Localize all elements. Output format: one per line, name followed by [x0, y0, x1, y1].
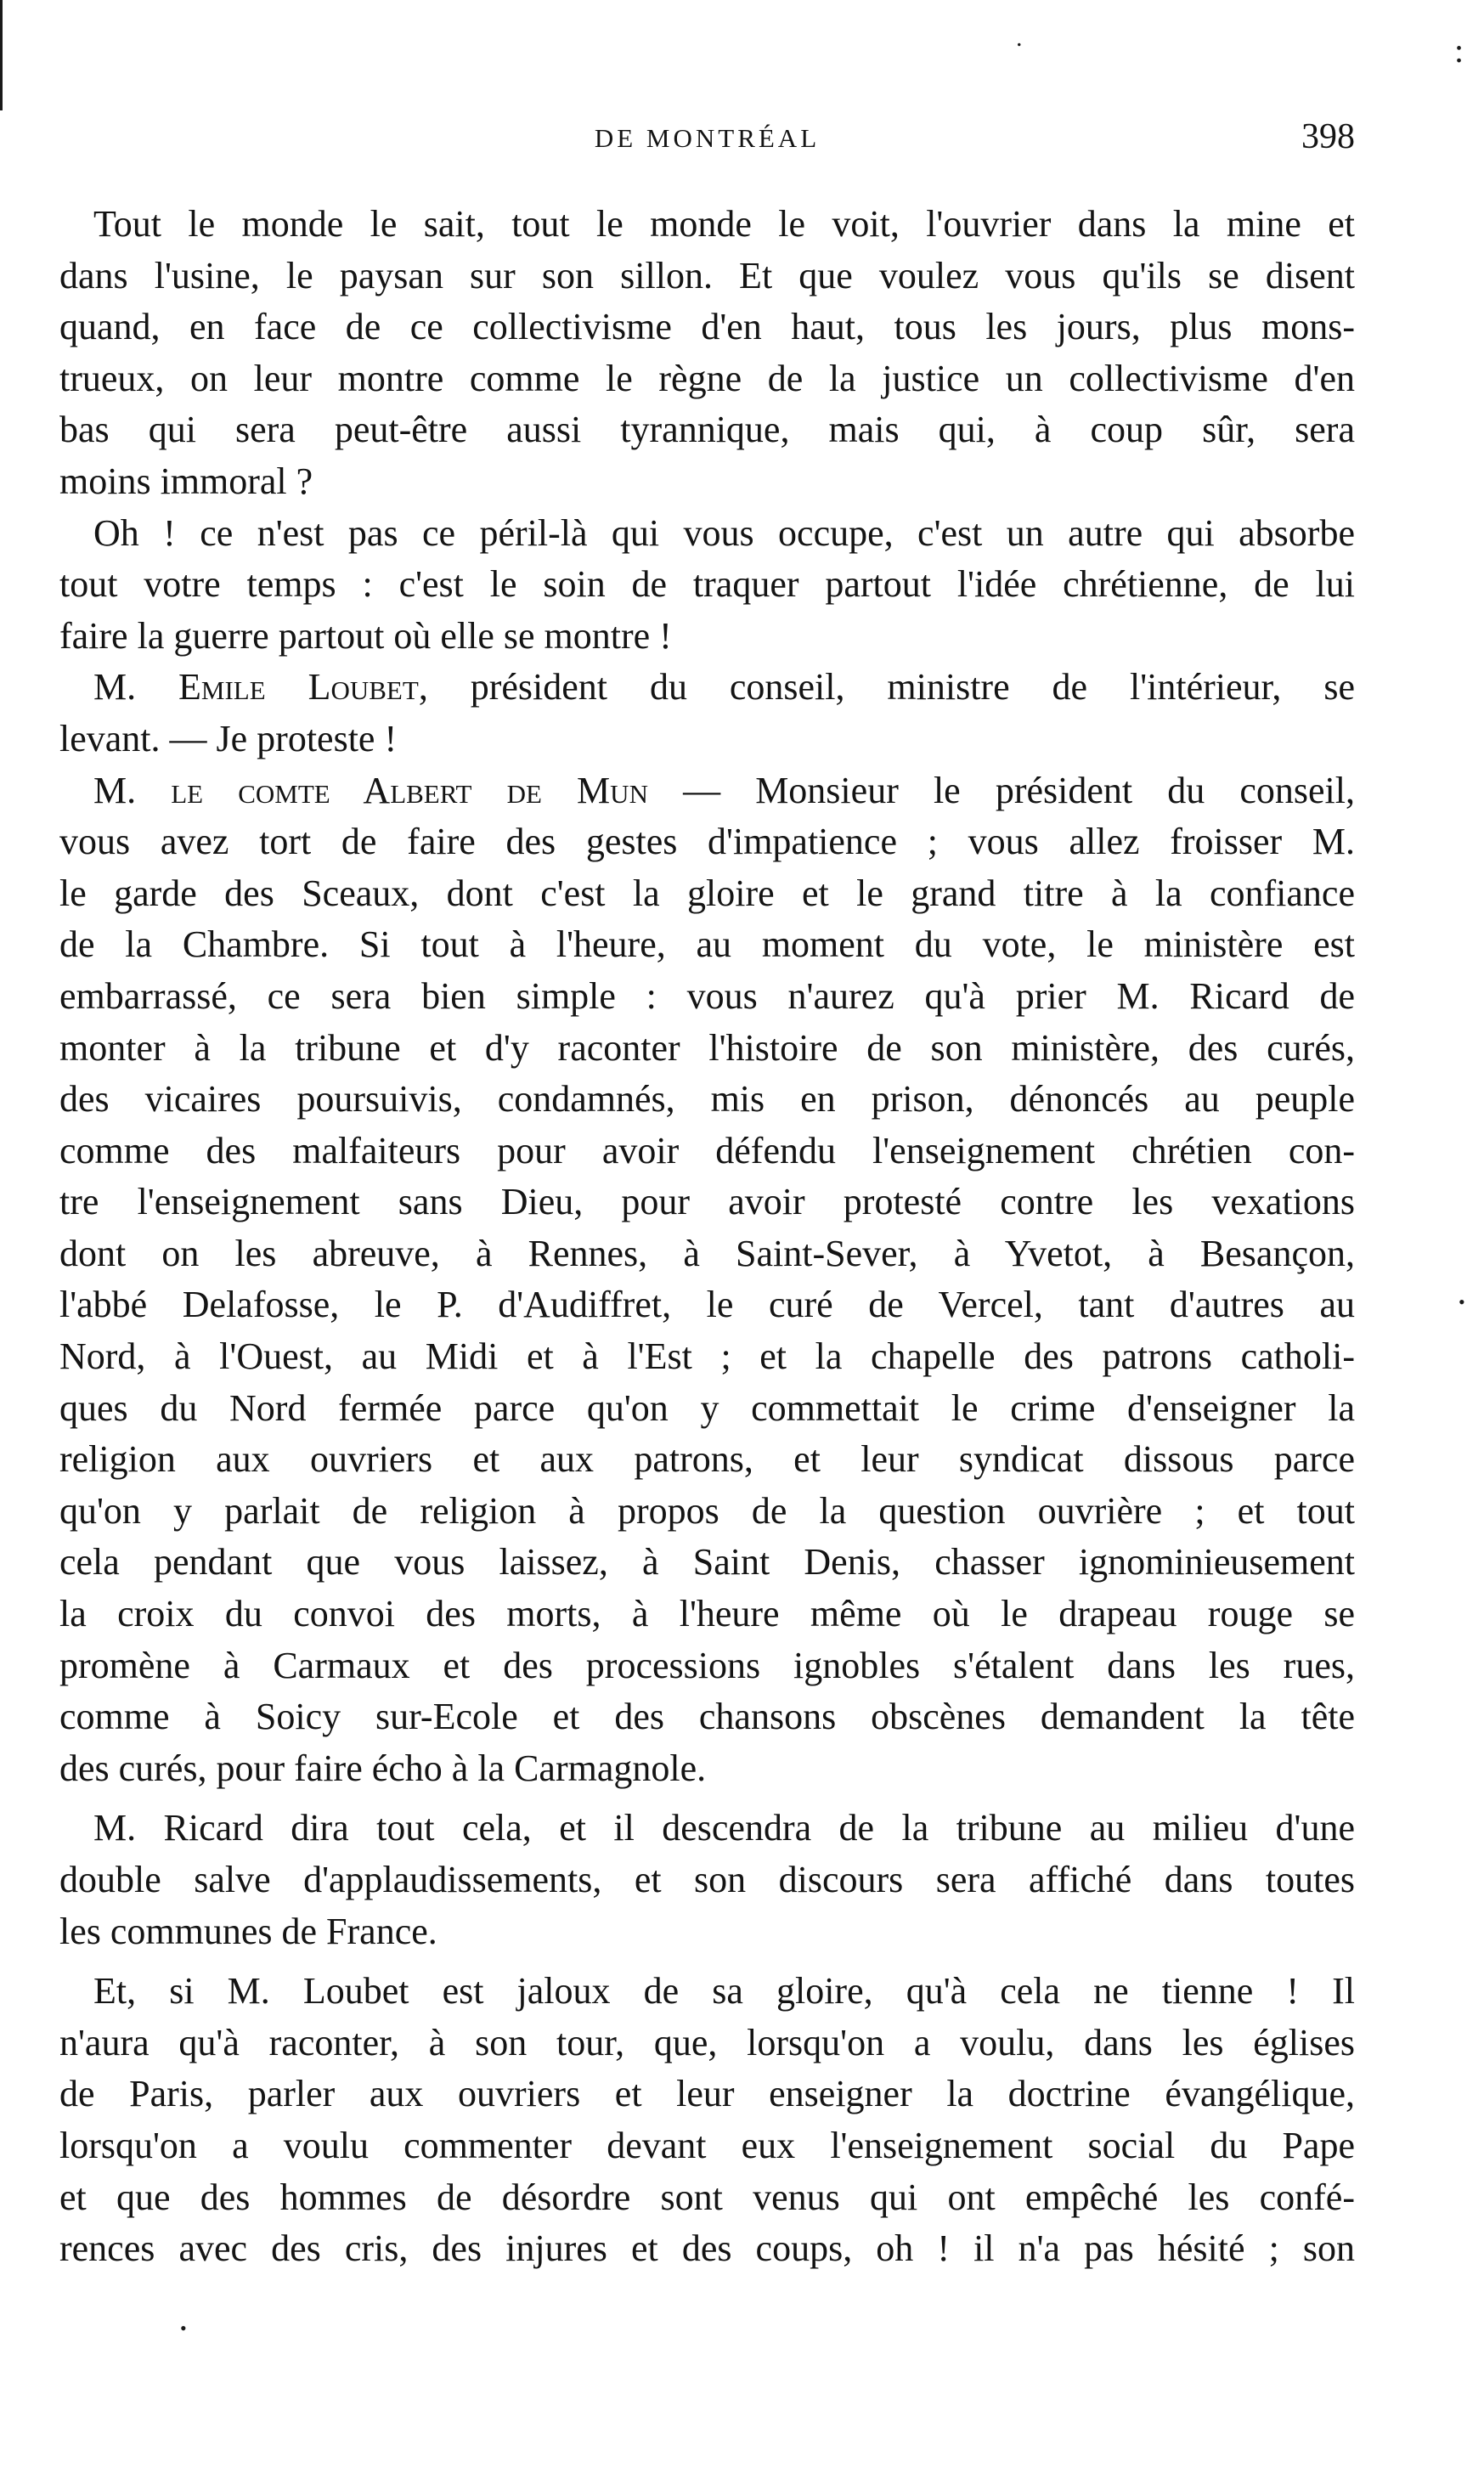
text-line: Nord, à l'Ouest, au Midi et à l'Est ; et la chapelle des patrons catholi- [59, 1335, 1355, 1378]
text-line: comme à Soicy sur-Ecole et des chansons obscènes demandent la tête [59, 1696, 1355, 1738]
text-line: Et, si M. Loubet est jaloux de sa gloire, qu'à cela ne tienne ! Il [93, 1970, 1355, 2013]
page-header [59, 117, 1355, 174]
text-line: la croix du convoi des morts, à l'heure même où le drapeau rouge se [59, 1593, 1355, 1635]
speaker-name: M. le comte Albert de Mun [93, 769, 648, 811]
margin-mark-bottom: • [180, 2317, 187, 2339]
speech-line [59, 662, 1355, 714]
text-fragment: — Monsieur le président du conseil, [647, 769, 1355, 811]
text-line: M. Ricard dira tout cela, et il descendra de la tribune au milieu d'une [93, 1807, 1355, 1849]
text-line: de Paris, parler aux ouvriers et leur enseigner la doctrine évangélique, [59, 2073, 1355, 2115]
text-line: monter à la tribune et d'y raconter l'histoire de son ministère, des curés, [59, 1026, 1355, 1069]
text-line: les communes de France. [59, 1910, 437, 1952]
text-line: moins immoral ? [59, 460, 313, 502]
text-line: dans l'usine, le paysan sur son sillon. Et que voulez vous qu'ils se disent [59, 254, 1355, 296]
text-line: religion aux ouvriers et aux patrons, et leur syndicat dissous parce [59, 1438, 1355, 1481]
text-line: cela pendant que vous laissez, à Saint Denis, chasser ignominieusement [59, 1541, 1355, 1584]
text-line: faire la guerre partout où elle se montre ! [59, 614, 672, 657]
text-line: dont on les abreuve, à Rennes, à Saint-Sever, à Yvetot, à Besançon, [59, 1232, 1355, 1274]
text-line: tout votre temps : c'est le soin de traquer partout l'idée chrétienne, de lui [59, 563, 1355, 606]
running-title: DE MONTRÉAL [594, 123, 821, 153]
left-edge-rule [0, 0, 3, 110]
text-line: l'abbé Delafosse, le P. d'Audiffret, le curé de Vercel, tant d'autres au [59, 1284, 1355, 1326]
text-line: levant. — Je proteste ! [59, 717, 398, 759]
text-line: bas qui sera peut-être aussi tyrannique, mais qui, à coup sûr, sera [59, 409, 1355, 451]
text-line: qu'on y parlait de religion à propos de la question ouvrière ; et tout [59, 1489, 1355, 1532]
body-text [59, 199, 1355, 2275]
text-line: rences avec des cris, des injures et des coups, oh ! il n'a pas hésité ; son [59, 2227, 1355, 2270]
speaker-name: M. Emile Loubet [93, 666, 419, 708]
text-line: vous avez tort de faire des gestes d'impatience ; vous allez froisser M. [59, 821, 1355, 863]
text-line: ques du Nord fermée parce qu'on y commettait le crime d'enseigner la [59, 1386, 1355, 1429]
text-line: des vicaires poursuivis, condamnés, mis en prison, dénoncés au peuple [59, 1078, 1355, 1121]
text-line: lorsqu'on a voulu commenter devant eux l'enseignement social du Pape [59, 2124, 1355, 2166]
speech-line [59, 765, 1355, 817]
text-line: n'aura qu'à raconter, à son tour, que, lorsqu'on a voulu, dans les églises [59, 2021, 1355, 2063]
margin-mark-top-center: . [1016, 24, 1023, 52]
margin-mark-top-right: : [1454, 31, 1464, 70]
margin-mark-mid-right: • [1459, 1291, 1465, 1313]
text-line: de la Chambre. Si tout à l'heure, au moment du vote, le ministère est [59, 923, 1355, 966]
page-number: 398 [1301, 117, 1355, 156]
text-line: double salve d'applaudissements, et son discours sera affiché dans toutes [59, 1859, 1355, 1900]
text-line: des curés, pour faire écho à la Carmagnole. [59, 1747, 707, 1789]
text-line: tre l'enseignement sans Dieu, pour avoir protesté contre les vexations [59, 1181, 1355, 1223]
text-line: le garde des Sceaux, dont c'est la gloire et le grand titre à la confiance [59, 872, 1355, 914]
text-fragment: , président du conseil, ministre de l'intérieur, se [418, 666, 1355, 708]
text-line: promène à Carmaux et des processions ignobles s'étalent dans les rues, [59, 1644, 1355, 1686]
text-line: comme des malfaiteurs pour avoir défendu l'enseignement chrétien con- [59, 1129, 1355, 1171]
text-line: embarrassé, ce sera bien simple : vous n'aurez qu'à prier M. Ricard de [59, 974, 1355, 1017]
text-line: Oh ! ce n'est pas ce péril-là qui vous occupe, c'est un autre qui absorbe [93, 511, 1355, 554]
text-line: Tout le monde le sait, tout le monde le voit, l'ouvrier dans la mine et [93, 203, 1355, 245]
text-line: et que des hommes de désordre sont venus qui ont empêché les confé- [59, 2176, 1355, 2218]
text-line: quand, en face de ce collectivisme d'en haut, tous les jours, plus mons- [59, 306, 1355, 348]
text-line: trueux, on leur montre comme le règne de la justice un collectivisme d'en [59, 357, 1355, 399]
